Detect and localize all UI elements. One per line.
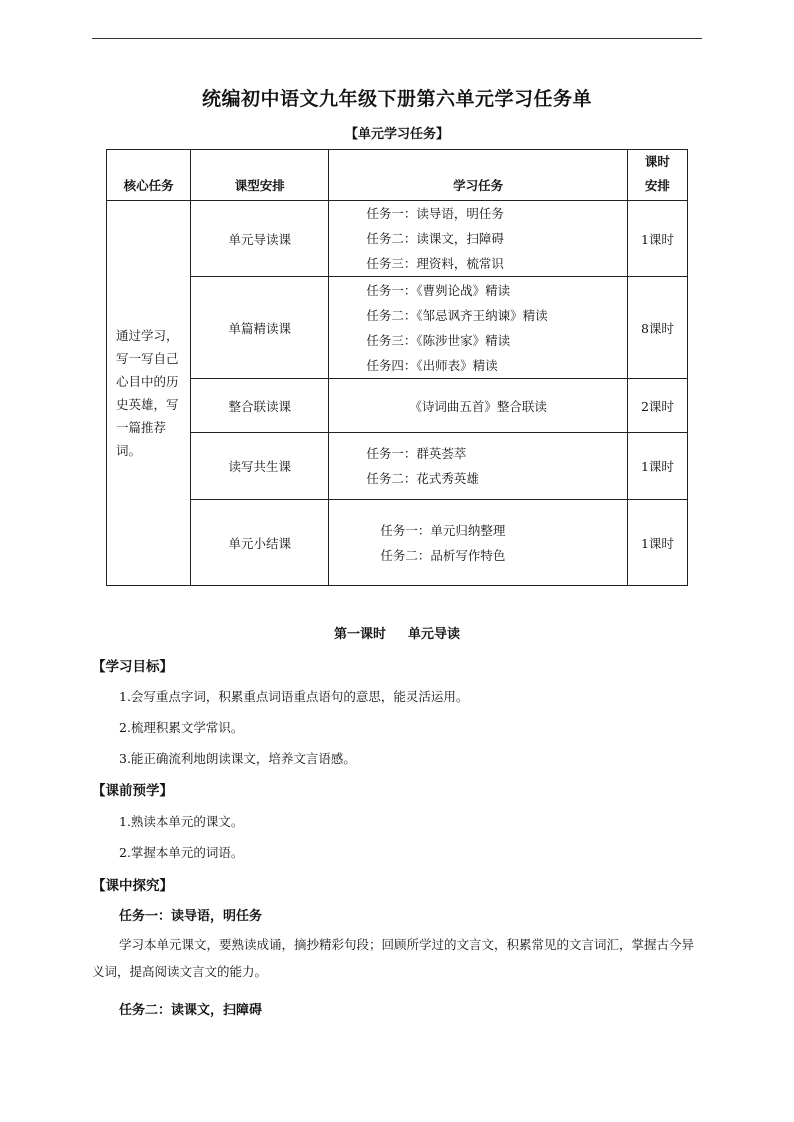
hours-cell: 1课时 xyxy=(627,500,687,586)
hours-cell: 1课时 xyxy=(627,201,687,277)
lesson-type-cell: 单元导读课 xyxy=(191,201,329,277)
task-line: 任务二：《邹忌讽齐王纳谏》精读 xyxy=(366,307,548,323)
document-title: 统编初中语文九年级下册第六单元学习任务单 xyxy=(201,88,592,110)
task-line: 任务二：花式秀英雄 xyxy=(366,471,479,486)
task-line: 任务四：《出师表》精读 xyxy=(366,357,498,373)
hours-cell: 8课时 xyxy=(627,277,687,379)
lesson-number: 第一课时 xyxy=(333,627,386,642)
task-line: 任务一：单元归纳整理 xyxy=(380,522,506,538)
task-one-title: 任务一：读导语，明任务 xyxy=(119,909,263,924)
table-header-row xyxy=(107,150,688,201)
learning-tasks-cell xyxy=(329,500,628,586)
lesson-name: 单元导读 xyxy=(408,627,461,642)
table-row xyxy=(107,379,688,433)
objective-item: 2.梳理积累文学常识。 xyxy=(119,720,244,735)
header-hours-line1: 课时 xyxy=(644,154,670,169)
learning-tasks-cell xyxy=(329,201,628,277)
table-row xyxy=(107,433,688,500)
preview-item: 2.掌握本单元的词语。 xyxy=(119,845,244,860)
header-core-task: 核心任务 xyxy=(107,150,191,201)
core-task-cell xyxy=(107,201,191,586)
header-hours-line2: 安排 xyxy=(644,178,670,193)
lesson-type-cell: 读写共生课 xyxy=(191,433,329,500)
explore-heading: 【课中探究】 xyxy=(92,878,173,894)
preview-heading: 【课前预学】 xyxy=(92,783,173,799)
unit-task-table xyxy=(106,149,688,586)
core-task-text: 通过学习，写一写自己心目中的历史英雄，写一篇推荐词。 xyxy=(116,328,179,458)
lesson-type-cell: 单篇精读课 xyxy=(191,277,329,379)
objective-item: 1.会写重点字词，积累重点词语重点语句的意思，能灵活运用。 xyxy=(119,689,469,704)
task-one-paragraph: 学习本单元课文，要熟读成诵，摘抄精彩句段；回顾所学过的文言文，积累常见的文言词汇，掌握古今异义词，提高阅读文言文的能力。 xyxy=(92,937,695,979)
task-line: 任务一：群英荟萃 xyxy=(366,446,467,461)
preview-item: 1.熟读本单元的课文。 xyxy=(119,814,244,829)
task-line: 任务二：读课文，扫障碍 xyxy=(366,231,504,246)
table-caption: 【单元学习任务】 xyxy=(344,127,449,142)
task-two-title: 任务二：读课文，扫障碍 xyxy=(119,1003,263,1018)
lesson-title xyxy=(0,623,794,642)
task-line: 任务一：《曹刿论战》精读 xyxy=(366,282,511,298)
objectives-heading: 【学习目标】 xyxy=(92,659,173,675)
learning-tasks-cell xyxy=(329,277,628,379)
task-line: 任务一：读导语，明任务 xyxy=(366,206,504,221)
learning-tasks-cell xyxy=(329,379,628,433)
lesson-type-cell: 单元小结课 xyxy=(191,500,329,586)
header-lesson-type: 课型安排 xyxy=(191,150,329,201)
task-line: 《诗词曲五首》整合联读 xyxy=(409,398,547,414)
table-row xyxy=(107,277,688,379)
header-learning-tasks: 学习任务 xyxy=(329,150,628,201)
table-row xyxy=(107,201,688,277)
task-line: 任务二：品析写作特色 xyxy=(380,547,506,563)
hours-cell: 2课时 xyxy=(627,379,687,433)
objective-item: 3.能正确流利地朗读课文，培养文言语感。 xyxy=(119,751,356,766)
learning-tasks-cell xyxy=(329,433,628,500)
lesson-type-cell: 整合联读课 xyxy=(191,379,329,433)
task-line: 任务三：《陈涉世家》精读 xyxy=(366,332,511,348)
header-rule xyxy=(92,38,702,39)
hours-cell: 1课时 xyxy=(627,433,687,500)
table-row xyxy=(107,500,688,586)
task-line: 任务三：理资料，梳常识 xyxy=(366,256,504,271)
header-hours xyxy=(627,150,687,201)
